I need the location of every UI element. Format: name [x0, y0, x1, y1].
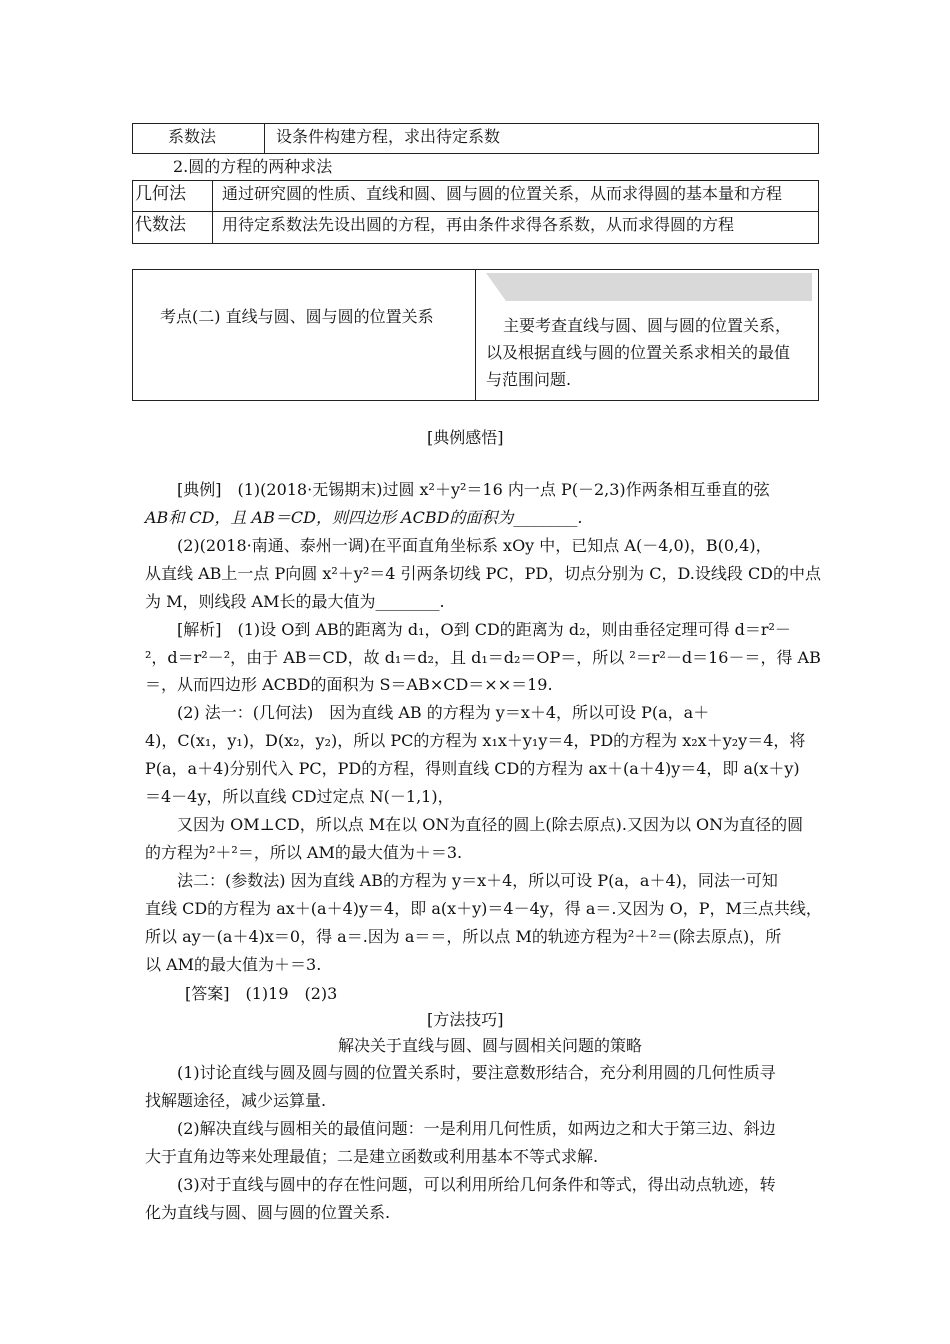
decorative-banner — [486, 273, 812, 303]
answer-line: [答案] (1)19 (2)3 — [185, 984, 338, 1003]
solution-line: (2) 法一：(几何法) 因为直线 AB 的方程为 y＝x＋4，所以可设 P(a，a＋ — [177, 703, 710, 722]
table-cell-label: 几何法 — [135, 184, 186, 204]
topic-desc-line: 主要考查直线与圆、圆与圆的位置关系， — [503, 316, 792, 335]
section-title: [方法技巧] — [427, 1010, 504, 1029]
solution-line: 4)，C(x₁，y₁)，D(x₂，y₂)，所以 PC的方程为 x₁x＋y₁y＝4，PD的方程为 x₂x＋y₂y＝4，将 — [145, 731, 806, 750]
method-line: 找解题途径，减少运算量. — [145, 1091, 327, 1110]
topic-divider — [475, 269, 476, 401]
example-line: AB和 CD，且 AB＝CD，则四边形 ACBD的面积为________. — [145, 508, 583, 527]
example-line: (2)(2018·南通、泰州一调)在平面直角坐标系 xOy 中，已知点 A(－4,0)，B(0,4)， — [177, 536, 772, 555]
method-line: (3)对于直线与圆中的存在性问题，可以利用所给几何条件和等式，得出动点轨迹，转 — [177, 1175, 776, 1194]
solution-line: [解析] (1)设 O到 AB的距离为 d₁，O到 CD的距离为 d₂，则由垂径定理可得 d＝r²－ — [177, 620, 791, 639]
table-row-divider — [132, 211, 819, 212]
solution-line: 直线 CD的方程为 ax＋(a＋4)y＝4，即 a(x＋y)＝4－4y，得 a＝.又因为 O，P，M三点共线， — [145, 899, 822, 918]
method-line: (2)解决直线与圆相关的最值问题：一是利用几何性质，如两边之和大于第三边、斜边 — [177, 1119, 776, 1138]
section-title: [典例感悟] — [427, 428, 504, 447]
table-cell-value: 设条件构建方程，求出待定系数 — [276, 127, 501, 146]
table-cell-value: 通过研究圆的性质、直线和圆、圆与圆的位置关系，从而求得圆的基本量和方程 — [222, 184, 783, 203]
example-line: 从直线 AB上一点 P向圆 x²＋y²＝4 引两条切线 PC，PD，切点分别为 C，D.设线段 CD的中点 — [145, 564, 822, 583]
method-line: 大于直角边等来处理最值；二是建立函数或利用基本不等式求解. — [145, 1147, 599, 1166]
method-line: 化为直线与圆、圆与圆的位置关系. — [145, 1203, 391, 1222]
topic-title: 考点(二) 直线与圆、圆与圆的位置关系 — [160, 307, 434, 326]
table-cell-label: 代数法 — [135, 215, 186, 235]
example-line: 为 M，则线段 AM长的最大值为________. — [145, 592, 445, 611]
table-cell-value: 用待定系数法先设出圆的方程，再由条件求得各系数，从而求得圆的方程 — [222, 215, 735, 234]
solution-line: ＝4－4y，所以直线 CD过定点 N(－1,1)， — [145, 787, 454, 806]
solution-line: 法二：(参数法) 因为直线 AB的方程为 y＝x＋4，所以可设 P(a，a＋4)，同法一可知 — [177, 871, 778, 890]
method-title: 解决关于直线与圆、圆与圆相关问题的策略 — [338, 1036, 643, 1055]
solution-line: ＝，从而四边形 ACBD的面积为 S＝AB×CD＝××＝19. — [145, 675, 553, 694]
solution-line: 以 AM的最大值为＋＝3. — [145, 955, 322, 974]
solution-line: 的方程为²＋²＝，所以 AM的最大值为＋＝3. — [145, 843, 463, 862]
table-cell-label: 系数法 — [168, 127, 217, 146]
method-line: (1)讨论直线与圆及圆与圆的位置关系时，要注意数形结合，充分利用圆的几何性质寻 — [177, 1063, 776, 1082]
section-heading: 2.圆的方程的两种求法 — [173, 157, 333, 176]
table-divider — [212, 180, 213, 244]
solution-line: 又因为 OM⊥CD，所以点 M在以 ON为直径的圆上(除去原点).又因为以 ON为直径的圆 — [177, 815, 804, 834]
topic-desc-line: 与范围问题. — [486, 370, 572, 389]
solution-line: ²，d＝r²－²，由于 AB＝CD，故 d₁＝d₂，且 d₁＝d₂＝OP＝，所以 ²＝r²－d＝16－＝，得 AB — [145, 648, 821, 667]
solution-line: 所以 ay－(a＋4)x＝0，得 a＝.因为 a＝＝，所以点 M的轨迹方程为²＋²＝(除去原点)，所 — [145, 927, 782, 946]
table-divider — [264, 123, 265, 154]
topic-desc-line: 以及根据直线与圆的位置关系求相关的最值 — [486, 343, 791, 362]
solution-line: P(a，a＋4)分别代入 PC，PD的方程，得则直线 CD的方程为 ax＋(a＋4)y＝4，即 a(x＋y) — [145, 759, 800, 778]
example-line: [典例] (1)(2018·无锡期末)过圆 x²＋y²＝16 内一点 P(－2,3)作两条相互垂直的弦 — [177, 480, 770, 499]
